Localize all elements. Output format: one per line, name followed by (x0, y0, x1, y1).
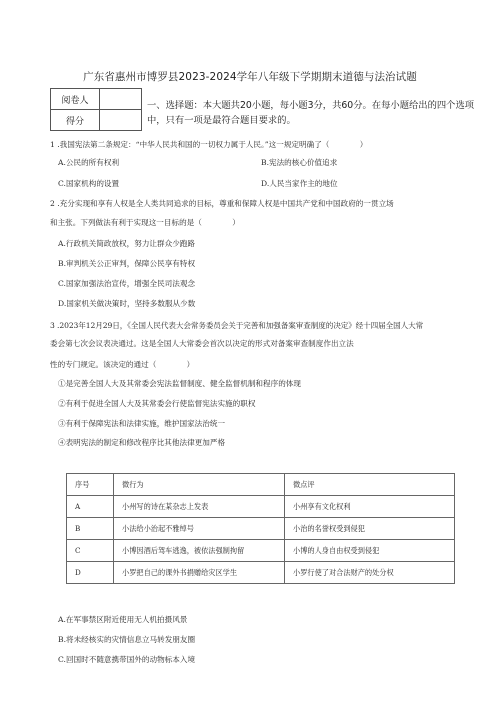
q1-option-c: C.国家机构的设置 (58, 179, 120, 188)
reviewer-cell (100, 89, 142, 110)
table-header-cell: 微行为 (114, 474, 285, 496)
q1-option-a: A.公民的所有权利 (58, 158, 120, 167)
table-row (67, 496, 455, 518)
table-cell: 小州写的诗在某杂志上发表 (114, 496, 285, 518)
table-cell: C (67, 540, 114, 562)
q5-option-b: B.将未经核实的灾情信息立马转发朋友圈 (58, 635, 196, 644)
score-box (50, 88, 142, 131)
table-cell: D (67, 562, 114, 584)
q3-stem-line2: 委会第七次会议表决通过。这是全国人大常委会首次以决定的形式对备案审查制度作出立法 (50, 339, 354, 348)
q3-item-2: ②有利于促进全国人大及其常委会行使监督宪法实施的职权 (58, 399, 256, 408)
score-label: 得分 (51, 110, 100, 131)
table-cell: 小州享有文化权利 (285, 496, 455, 518)
q2-option-b: B.审判机关公正审判，保障公民享有特权 (58, 259, 196, 268)
reviewer-label: 阅卷人 (51, 89, 100, 110)
table-cell: 小博因酒后驾车逃逸，被依法强制拘留 (114, 540, 285, 562)
q2-option-c: C.国家加强法治宣传，增强全民司法观念 (58, 279, 196, 288)
score-cell (100, 110, 142, 131)
section-heading-line1: 一、选择题：本大题共20小题，每小题3分，共60分。在每小题给出的四个选项 (147, 100, 475, 111)
table-header-cell: 序号 (67, 474, 114, 496)
q2-stem-line2: 和主张。下列做法有利于实现这一目标的是（ ） (50, 218, 240, 227)
table-cell: 小罗行使了对合法财产的处分权 (285, 562, 455, 584)
q2-option-a: A.行政机关简政放权，努力让群众少跑路 (58, 239, 195, 248)
table-cell: 小法给小治起不雅绰号 (114, 518, 285, 540)
q1-option-d: D.人民当家作主的地位 (261, 179, 338, 188)
table-cell: 小罗把自己的课外书捐赠给灾区学生 (114, 562, 285, 584)
q5-option-a: A.在军事禁区附近使用无人机拍摄风景 (58, 615, 188, 624)
table-header-row (67, 474, 455, 496)
behavior-table (66, 473, 455, 584)
q2-stem-line1: 2 .充分实现和享有人权是全人类共同追求的目标，尊重和保障人权是中国共产党和中国政府的一贯立场 (50, 199, 394, 208)
table-row (67, 518, 455, 540)
section-heading (147, 98, 492, 128)
section-heading-line2: 中，只有一项是最符合题目要求的。 (147, 115, 296, 126)
q3-item-3: ③有利于保障宪法和法律实施，维护国家法治统一 (58, 419, 226, 428)
page-title: 广东省惠州市博罗县2023-2024学年八年级下学期期末道德与法治试题 (83, 71, 417, 83)
q2-option-d: D.国家机关做决策时，坚持多数服从少数 (58, 299, 196, 308)
table-cell: 小治的名誉权受到侵犯 (285, 518, 455, 540)
q5-option-c: C.回国时不随意携带国外的动物标本入境 (58, 655, 196, 664)
q3-stem-line3: 性的专门规定。该决定的通过（ ） (50, 360, 195, 369)
q3-stem-line1: 3 .2023年12月29日，《全国人民代表大会常务委员会关于完善和加强备案审查制度的决定》经十四届全国人大常 (50, 321, 424, 330)
table-cell: 小博的人身自由权受到侵犯 (285, 540, 455, 562)
table-header-cell: 微点评 (285, 474, 455, 496)
table-row (67, 562, 455, 584)
q1-stem: 1 .我国宪法第二条规定：“中华人民共和国的一切权力属于人民。”这一规定明确了（ ） (50, 140, 368, 149)
table-row (67, 540, 455, 562)
q3-item-1: ①是完善全国人大及其常委会宪法监督制度、健全监督机制和程序的体现 (58, 379, 301, 388)
q1-option-b: B.宪法的核心价值追求 (261, 158, 338, 167)
q3-item-4: ④表明宪法的制定和修改程序比其他法律更加严格 (58, 438, 226, 447)
table-cell: A (67, 496, 114, 518)
table-cell: B (67, 518, 114, 540)
